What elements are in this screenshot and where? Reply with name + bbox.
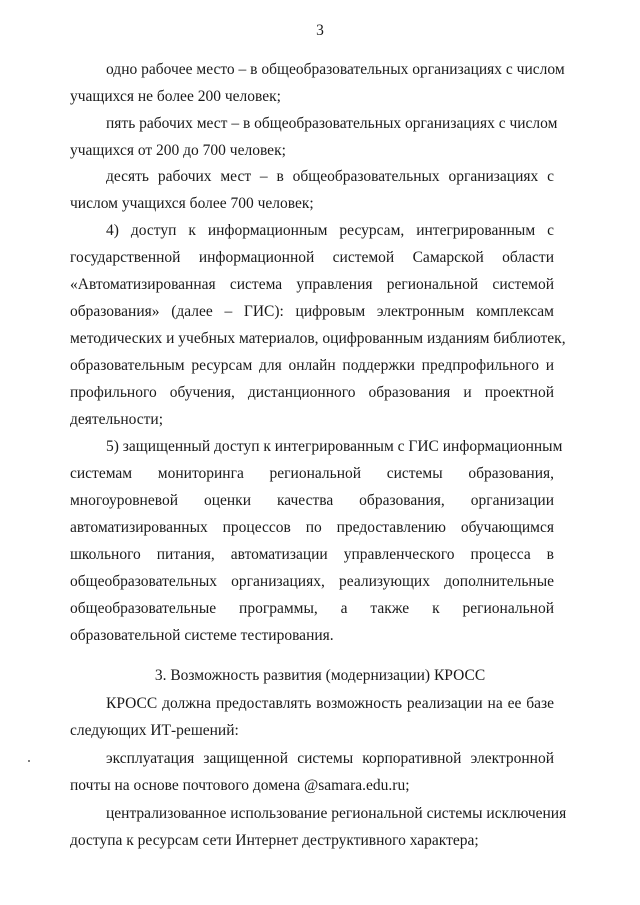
text-line: учащихся от 200 до 700 человек; xyxy=(70,142,286,159)
text-line: учащихся не более 200 человек; xyxy=(70,88,281,105)
text-line: автоматизированных процессов по предоставлению обучающимся xyxy=(70,519,554,536)
text-line: государственной информационной системой Самарской области xyxy=(70,249,554,266)
text-line: «Автоматизированная система управления региональной системой xyxy=(70,276,554,293)
text-line: числом учащихся более 700 человек; xyxy=(70,195,314,212)
text-line: профильного обучения, дистанционного образования и проектной xyxy=(70,384,554,401)
text-line: одно рабочее место – в общеобразовательных организациях с числом xyxy=(106,61,565,78)
text-line: 5) защищенный доступ к интегрированным с ГИС информационным xyxy=(106,438,563,455)
text-line: следующих ИТ-решений: xyxy=(70,722,239,739)
text-line: доступа к ресурсам сети Интернет деструктивного характера; xyxy=(70,832,479,849)
page-number: 3 xyxy=(316,22,324,39)
text-line: общеобразовательных организациях, реализующих дополнительные xyxy=(70,573,554,590)
text-line: школьного питания, автоматизации управленческого процесса в xyxy=(70,546,554,563)
text-line: 4) доступ к информационным ресурсам, интегрированным с xyxy=(106,222,554,239)
text-line: методических и учебных материалов, оцифрованным изданиям библиотек, xyxy=(70,330,566,347)
text-line: образовательным ресурсам для онлайн поддержки предпрофильного и xyxy=(70,357,554,374)
text-line: деятельности; xyxy=(70,411,164,428)
text-line: многоуровневой оценки качества образования, организации xyxy=(70,492,554,509)
text-line: централизованное использование региональной системы исключения xyxy=(106,805,567,822)
text-line: пять рабочих мест – в общеобразовательных организациях с числом xyxy=(106,115,558,132)
text-line: десять рабочих мест – в общеобразовательных организациях с xyxy=(106,168,554,185)
text-line: эксплуатация защищенной системы корпоративной электронной xyxy=(106,750,554,767)
text-line: КРОСС должна предоставлять возможность реализации на ее базе xyxy=(106,695,554,712)
scan-speck xyxy=(28,760,30,762)
text-line: образования» (далее – ГИС): цифровым электронным комплексам xyxy=(70,303,554,320)
text-line: общеобразовательные программы, а также к региональной xyxy=(70,600,554,617)
text-line: системам мониторинга региональной системы образования, xyxy=(70,465,554,482)
text-line: образовательной системе тестирования. xyxy=(70,627,334,644)
section-heading: 3. Возможность развития (модернизации) КРОСС xyxy=(154,667,486,684)
text-line: почты на основе почтового домена @samara.edu.ru; xyxy=(70,777,410,794)
